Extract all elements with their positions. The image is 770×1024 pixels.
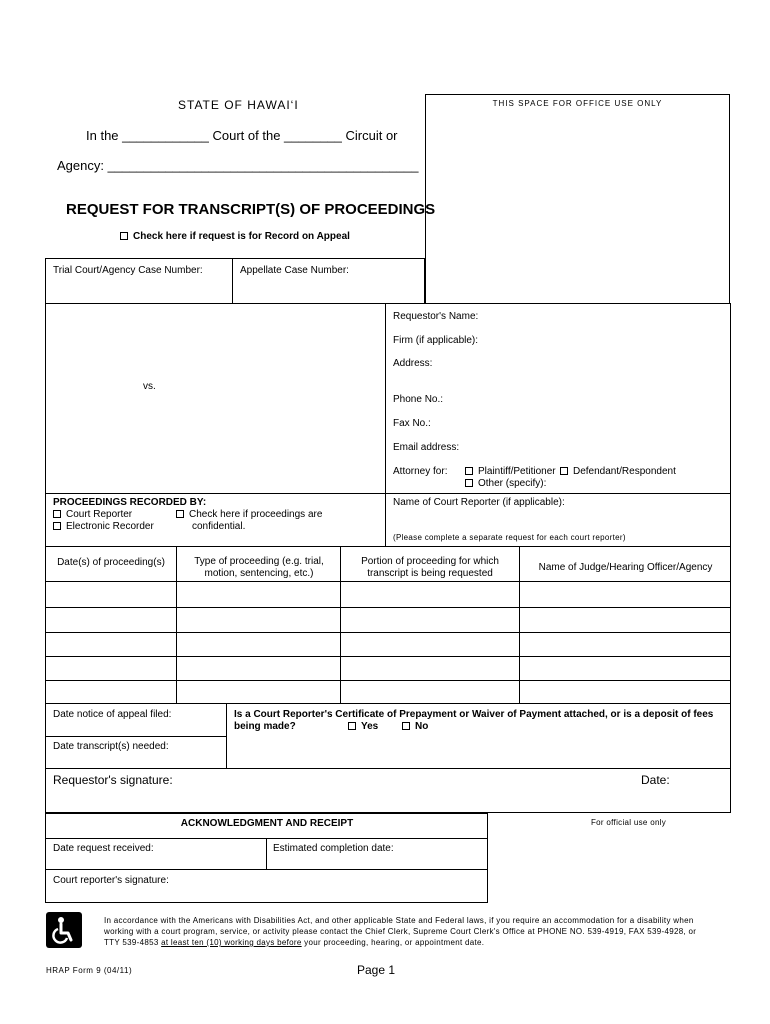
state-title: STATE OF HAWAI‘I <box>178 98 299 112</box>
attorney-defendant-option[interactable]: Defendant/Respondent <box>560 466 676 477</box>
checkbox[interactable] <box>560 467 568 475</box>
checkbox[interactable] <box>465 467 473 475</box>
attorney-for-label: Attorney for: <box>393 466 448 477</box>
official-use-label: For official use only <box>591 818 667 827</box>
table-row[interactable] <box>46 681 731 703</box>
checkbox[interactable] <box>53 510 61 518</box>
table-header-portion: Portion of proceeding for which transcript is being requested <box>361 556 499 579</box>
attorney-plaintiff-option[interactable]: Plaintiff/Petitioner <box>465 466 556 477</box>
estimated-completion-label: Estimated completion date: <box>273 843 394 854</box>
table-row[interactable] <box>46 657 731 680</box>
table-header-date: Date(s) of proceeding(s) <box>57 557 165 568</box>
table-row[interactable] <box>46 582 731 606</box>
requestor-signature-label: Requestor's signature: <box>53 773 173 787</box>
prepayment-yes-option[interactable]: Yes <box>348 721 378 732</box>
firm-label: Firm (if applicable): <box>393 335 479 346</box>
email-label: Email address: <box>393 442 460 453</box>
fax-label: Fax No.: <box>393 418 431 429</box>
court-reporter-option[interactable]: Court Reporter <box>53 509 132 520</box>
confidential-option-cont: confidential. <box>192 521 246 532</box>
page-number: Page 1 <box>357 963 396 977</box>
appeal-checkbox-label: Check here if request is for Record on Appeal <box>133 231 350 242</box>
checkbox[interactable] <box>348 722 356 730</box>
vs-label: vs. <box>143 381 156 392</box>
parties-requestor-box <box>45 303 731 547</box>
address-label: Address: <box>393 358 433 369</box>
form-title: REQUEST FOR TRANSCRIPT(S) OF PROCEEDINGS <box>66 201 436 218</box>
date-transcript-needed-label: Date transcript(s) needed: <box>53 741 169 752</box>
checkbox[interactable] <box>176 510 184 518</box>
date-notice-appeal-label: Date notice of appeal filed: <box>53 709 172 720</box>
office-use-box <box>425 94 730 304</box>
ada-notice-line-3: TTY 539-4853 at least ten (10) working days before your proceeding, hearing, or appointment date. <box>104 938 485 947</box>
phone-label: Phone No.: <box>393 394 444 405</box>
appellate-case-number-label: Appellate Case Number: <box>240 265 349 276</box>
confidential-option[interactable]: Check here if proceedings are <box>176 509 322 520</box>
proceedings-heading: PROCEEDINGS RECORDED BY: <box>53 497 207 508</box>
ada-notice-line-2: working with a court program, service, or activity please contact the Chief Clerk, Supreme Court Clerk's Office at PHONE NO. 539-4919, FAX 539-4928, or <box>104 927 697 936</box>
prepayment-no-option[interactable]: No <box>402 721 428 732</box>
table-row[interactable] <box>46 633 731 656</box>
reporter-note: (Please complete a separate request for each court reporter) <box>393 533 626 542</box>
table-row[interactable] <box>46 608 731 632</box>
ada-notice-line-1: In accordance with the Americans with Disabilities Act, and other applicable State and Federal laws, if you require an accommodation for a disability when <box>104 916 694 925</box>
checkbox[interactable] <box>402 722 410 730</box>
acknowledgment-title: ACKNOWLEDGMENT AND RECEIPT <box>180 818 354 829</box>
trial-case-number-label: Trial Court/Agency Case Number: <box>53 265 203 276</box>
prepayment-question: Is a Court Reporter's Certificate of Prepayment or Waiver of Payment attached, or is a deposit of fees being made? <box>234 709 714 732</box>
appeal-checkbox-row[interactable] <box>120 231 350 242</box>
electronic-recorder-option[interactable]: Electronic Recorder <box>53 521 154 532</box>
wheelchair-accessibility-icon <box>46 912 82 948</box>
checkbox[interactable] <box>465 479 473 487</box>
office-use-label: THIS SPACE FOR OFFICE USE ONLY <box>492 99 663 108</box>
agency-line: Agency: ___________________________________________ <box>57 158 419 173</box>
court-reporter-name-label: Name of Court Reporter (if applicable): <box>393 497 565 508</box>
signature-date-label: Date: <box>641 773 670 787</box>
checkbox[interactable] <box>120 232 128 240</box>
requestor-name-label: Requestor's Name: <box>393 311 479 322</box>
table-header-type: Type of proceeding (e.g. trial, motion, sentencing, etc.) <box>194 556 324 579</box>
form-id: HRAP Form 9 (04/11) <box>46 966 133 975</box>
attorney-other-option[interactable]: Other (specify): <box>465 478 546 489</box>
checkbox[interactable] <box>53 522 61 530</box>
court-line: In the ____________ Court of the ________ Circuit or <box>86 128 398 143</box>
table-header-judge: Name of Judge/Hearing Officer/Agency <box>538 562 713 573</box>
court-reporter-signature-label: Court reporter's signature: <box>53 875 169 886</box>
date-request-received-label: Date request received: <box>53 843 154 854</box>
